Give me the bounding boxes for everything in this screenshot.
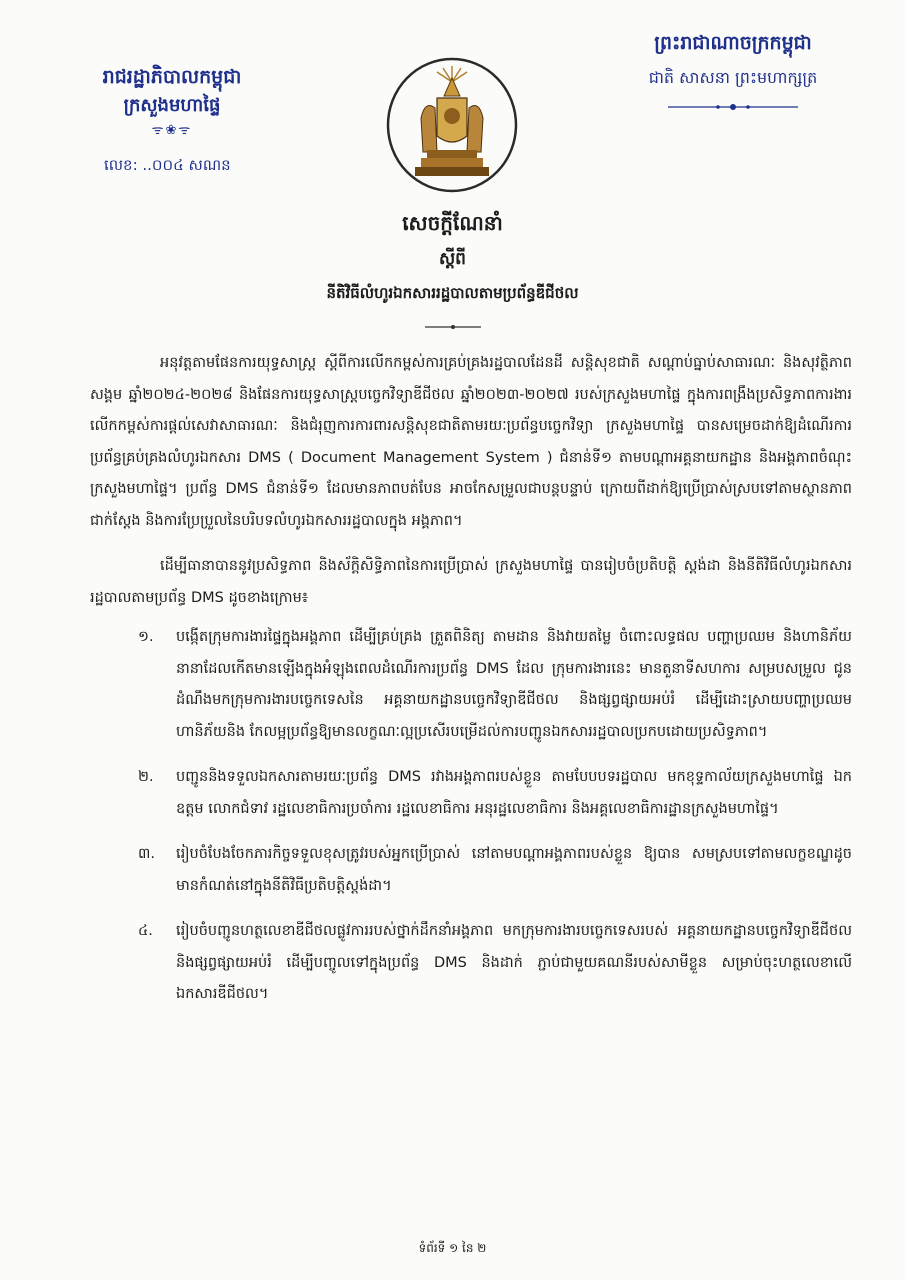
- royal-emblem-icon: [385, 56, 519, 194]
- document-title: សេចក្ដីណែនាំ: [402, 211, 503, 235]
- title-block: [0, 208, 905, 324]
- list-item-number: ២.: [138, 769, 154, 785]
- list-item: [138, 622, 852, 748]
- document-topic: នីតិវិធីលំហូរឯកសាររដ្ឋបាលតាមប្រព័ន្ធឌីជីថល: [326, 284, 579, 302]
- list-item-number: ៤.: [138, 923, 153, 939]
- list-item-number: ១.: [138, 629, 154, 645]
- document-subtitle: ស្ដីពី: [439, 249, 466, 269]
- list-item: [138, 839, 852, 902]
- ornament-divider-right: [658, 98, 808, 110]
- list-item-text: បញ្ជូននិងទទួលឯកសារតាមរយៈប្រព័ន្ធ DMS រវាងអង្គភាពរបស់ខ្លួន តាមបែបបទរដ្ឋបាល មកខុទ្ទកាល័យក្រសួងមហាផ្ទៃ ឯកឧត្តម លោកជំទាវ រដ្ឋលេខាធិការប្រចាំការ រដ្ឋលេខាធិការ អនុរដ្ឋលេខាធិការ និងអគ្គលេខាធិការដ្ឋានក្រសួងមហាផ្ទៃ។: [176, 769, 852, 817]
- ornament-divider: ᯤ❀ᯤ: [151, 123, 193, 138]
- government-name: រាជរដ្ឋាភិបាលកម្ពុជា: [102, 66, 242, 88]
- list-item-number: ៣.: [138, 846, 155, 862]
- national-motto: ជាតិ សាសនា ព្រះមហាក្សត្រ: [648, 68, 818, 87]
- kingdom-name: ព្រះរាជាណាចក្រកម្ពុជា: [654, 32, 812, 54]
- list-item-text: រៀបចំបែងចែកភារកិច្ចទទួលខុសត្រូវរបស់អ្នកប្រើប្រាស់ នៅតាមបណ្ដាអង្គភាពរបស់ខ្លួន ឱ្យបាន សមស្របទៅតាមលក្ខខណ្ឌដូចមានកំណត់នៅក្នុងនីតិវិធីប្រតិបត្តិស្តង់ដា។: [176, 846, 852, 894]
- page-number: ទំព័រទី ១ នៃ ២: [418, 1241, 487, 1255]
- body-paragraph-2: ដើម្បីធានាបាននូវប្រសិទ្ធភាព និងស័ក្ដិសិទ្ធិភាពនៃការប្រើប្រាស់ ក្រសួងមហាផ្ទៃ បានរៀបចំប្រតិបត្តិ ស្តង់ដា និងនីតិវិធីលំហូរឯកសាររដ្ឋបាលតាមប្រព័ន្ធ DMS ដូចខាងក្រោម៖: [90, 558, 852, 606]
- document-number: លេខ: ..០០៤ សណន: [104, 156, 231, 174]
- list-item: [138, 916, 852, 1011]
- title-divider: [423, 316, 483, 324]
- body-paragraph-1: អនុវត្តតាមផែនការយុទ្ធសាស្ត្រ ស្ដីពីការលើកកម្ពស់ការគ្រប់គ្រងរដ្ឋបាលដែនដី សន្តិសុខជាតិ សណ្ដាប់ធ្នាប់សាធារណៈ និងសុវត្ថិភាពសង្គម ឆ្នាំ២០២៤-២០២៨ និងផែនការយុទ្ធសាស្ត្របច្ចេកវិទ្យាឌីជីថល ឆ្នាំ២០២៣-២០២៧ របស់ក្រសួងមហាផ្ទៃ ក្នុងការពង្រឹងប្រសិទ្ធភាពការងារលើកកម្ពស់ការផ្ដល់សេវាសាធារណៈ និងជំរុញការការពារសន្តិសុខជាតិតាមរយៈប្រព័ន្ធបច្ចេកវិទ្យា ក្រសួងមហាផ្ទៃ បានសម្រេចដាក់ឱ្យដំណើរការ ប្រព័ន្ធគ្រប់គ្រងលំហូរឯកសារ DMS ( Document Management System ) ជំនាន់ទី១ តាមបណ្ដាអគ្គនាយកដ្ឋាន និងអង្គភាពចំណុះក្រសួងមហាផ្ទៃ។ ប្រព័ន្ធ DMS ជំនាន់ទី១ ដែលមានភាពបត់បែន អាចកែសម្រួលជាបន្តបន្ទាប់ ក្រោយពីដាក់ឱ្យប្រើប្រាស់ស្របទៅតាមស្ថានភាពជាក់ស្ដែង និងការប្រែប្រួលនៃបរិបទលំហូរឯកសាររដ្ឋបាលក្នុង អង្គភាព។: [90, 355, 852, 529]
- document-body: [90, 348, 852, 1025]
- header-left: [62, 62, 282, 142]
- list-item-text: រៀបចំបញ្ជូនហត្ថលេខាឌីជីថលផ្លូវការរបស់ថ្នាក់ដឹកនាំអង្គភាព មកក្រុមការងារបច្ចេកទេសរបស់ អគ្គនាយកដ្ឋានបច្ចេកវិទ្យាឌីជីថល និងផ្សព្វផ្សាយអប់រំ ដើម្បីបញ្ចូលទៅក្នុងប្រព័ន្ធ DMS និងដាក់ ភ្ជាប់ជាមួយគណនីរបស់សាមីខ្លួន សម្រាប់ចុះហត្ថលេខាលើឯកសារឌីជីថល។: [176, 923, 852, 1002]
- ministry-name: ក្រសួងមហាផ្ទៃ: [123, 95, 221, 116]
- list-item: [138, 762, 852, 825]
- header-right: [598, 28, 868, 110]
- list-item-text: បង្កើតក្រុមការងារផ្ទៃក្នុងអង្គភាព ដើម្បីគ្រប់គ្រង ត្រួតពិនិត្យ តាមដាន និងវាយតម្លៃ ចំពោះលទ្ធផល បញ្ហាប្រឈម និងហានិភ័យនានាដែលកើតមានឡើងក្នុងអំឡុងពេលដំណើរការប្រព័ន្ធ DMS ដែល ក្រុមការងារនេះ មានតួនាទីសហការ សម្របសម្រួល ជូនដំណឹងមកក្រុមការងារបច្ចេកទេសនៃ អគ្គនាយកដ្ឋានបច្ចេកវិទ្យាឌីជីថល និងផ្សព្វផ្សាយអប់រំ ដើម្បីដោះស្រាយបញ្ហាប្រឈម ហានិភ័យនិង កែលម្អប្រព័ន្ធឱ្យមានលក្ខណៈល្អប្រសើរបម្រើដល់ការបញ្ជូនឯកសាររដ្ឋបាលប្រកបដោយប្រសិទ្ធភាព។: [176, 629, 852, 740]
- instruction-list: [90, 622, 852, 1011]
